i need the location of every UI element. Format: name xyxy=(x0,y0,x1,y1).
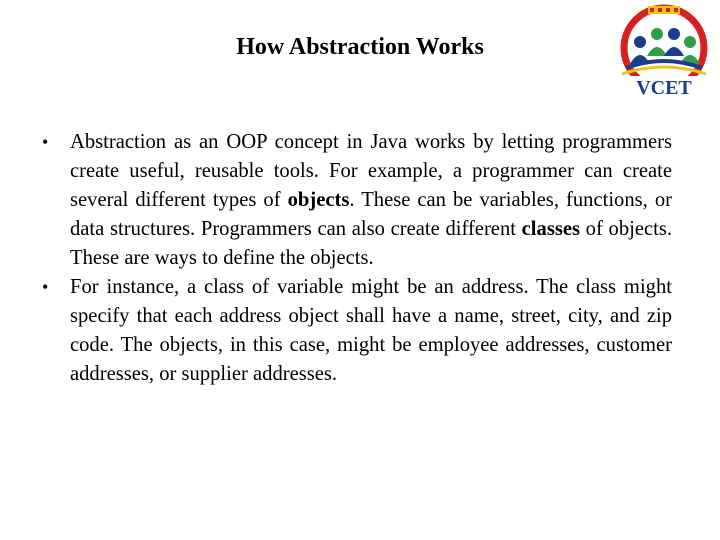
bold-term-classes: classes xyxy=(521,218,580,240)
bullet-text: of objects. These are ways to define the objects. xyxy=(70,218,672,269)
bullet-list xyxy=(36,128,672,389)
bullet-marker: • xyxy=(42,277,49,297)
bullet-item xyxy=(36,128,672,273)
bullet-item xyxy=(36,273,672,389)
bullet-text: . These can be variables, functions, or data structures. Programmers can also create different xyxy=(70,189,672,240)
vcet-logo-graphic xyxy=(612,4,716,100)
slide-title: How Abstraction Works xyxy=(236,34,484,60)
vcet-logo-icon xyxy=(612,4,716,100)
bullet-marker: • xyxy=(42,132,49,152)
logo-text: VCET xyxy=(636,77,692,99)
bullet-text: For instance, a class of variable might be an address. The class might specify that each address object shall have a name, street, city, and zip code. The objects, in this case, might be employee addresses, customer addresses, or supplier addresses. xyxy=(70,276,672,385)
bullet-text: Abstraction as an OOP concept in Java works by letting programmers create useful, reusable tools. For example, a programmer can create several different types of xyxy=(70,131,672,211)
bold-term-objects: objects xyxy=(287,189,350,211)
